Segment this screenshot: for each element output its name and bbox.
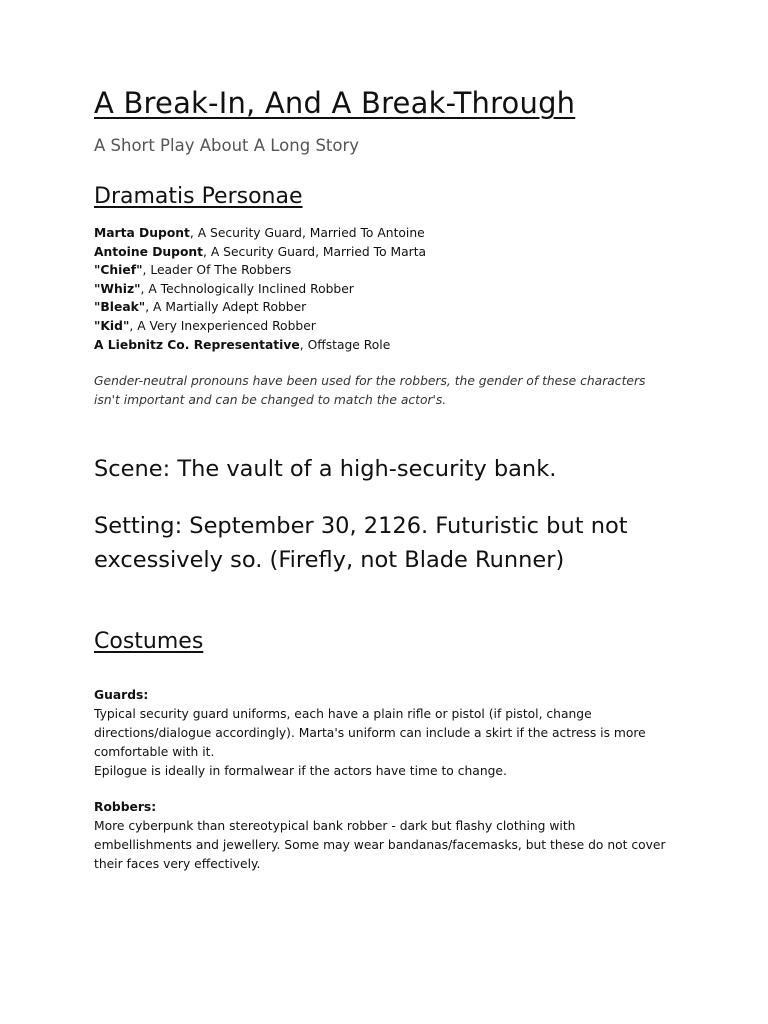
document-subtitle: A Short Play About A Long Story: [94, 136, 360, 155]
character-list: [94, 224, 426, 354]
costumes-heading: Costumes: [94, 629, 204, 654]
character-desc: , A Technologically Inclined Robber: [140, 281, 354, 296]
character-item: [94, 243, 426, 262]
character-desc: , Offstage Role: [299, 337, 391, 352]
character-name: "Bleak": [94, 300, 146, 315]
character-item: [94, 336, 426, 355]
setting-line: Setting: September 30, 2126. Futuristic but not excessively so. (Firefly, not Blade Runner): [94, 513, 628, 573]
character-name: Antoine Dupont: [94, 244, 204, 259]
character-name: A Liebnitz Co. Representative: [94, 337, 300, 352]
casting-note: Gender-neutral pronouns have been used for the robbers, the gender of these characters isn't important and can be changed to match the actor's.: [94, 374, 646, 407]
character-item: [94, 298, 426, 317]
character-item: [94, 261, 426, 280]
character-name: "Chief": [94, 263, 143, 278]
document-title: A Break-In, And A Break-Through: [94, 86, 576, 120]
robbers-label: Robbers:: [94, 800, 157, 814]
guards-epilogue: Epilogue is ideally in formalwear if the actors have time to change.: [94, 764, 507, 778]
robbers-text: More cyberpunk than stereotypical bank robber - dark but flashy clothing with embellishments and jewellery. Some may wear bandanas/facemasks, but these do not cover their faces very effectively.: [94, 819, 666, 871]
character-item: [94, 280, 426, 299]
character-name: "Kid": [94, 318, 130, 333]
character-desc: , A Martially Adept Robber: [145, 300, 307, 315]
guards-costume-section: [94, 686, 674, 781]
robbers-costume-section: [94, 798, 674, 874]
dramatis-heading: Dramatis Personae: [94, 184, 303, 209]
character-item: [94, 224, 426, 243]
character-desc: , A Security Guard, Married To Antoine: [189, 226, 425, 240]
character-desc: , A Security Guard, Married To Marta: [203, 244, 427, 259]
character-desc: , A Very Inexperienced Robber: [129, 318, 316, 333]
character-name: "Whiz": [94, 281, 141, 296]
character-desc: , Leader Of The Robbers: [142, 263, 292, 278]
guards-label: Guards:: [94, 688, 149, 702]
character-name: Marta Dupont: [94, 226, 190, 240]
character-item: [94, 317, 426, 336]
guards-text: Typical security guard uniforms, each have a plain rifle or pistol (if pistol, change directions/dialogue accordingly). Marta's uniform can include a skirt if the actress is more comfortable with it.: [94, 707, 646, 759]
scene-line: Scene: The vault of a high-security bank.: [94, 456, 557, 482]
